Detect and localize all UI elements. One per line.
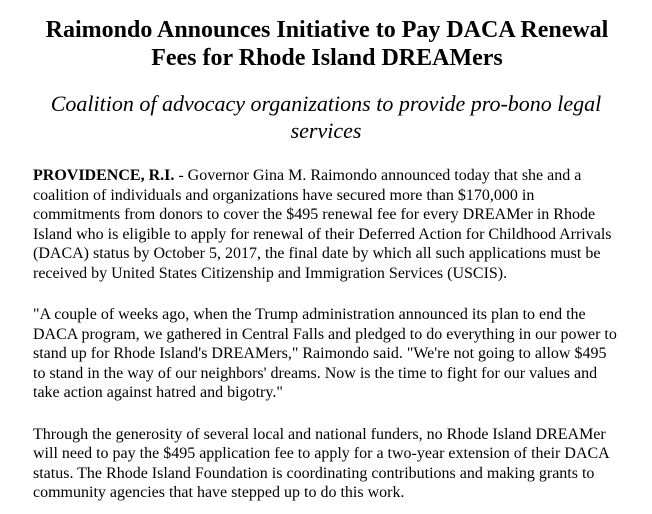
dateline: PROVIDENCE, R.I.	[33, 167, 175, 184]
paragraph-quote: "A couple of weeks ago, when the Trump administration announced its plan to end the DACA program, we gathered in Central Falls and pledged to do everything in our power to stand up for Rhode Island's DREAMers," Raimondo said. "We're not going to allow $495 to stand in the way of our neighbors' dreams. Now is the time to fight for our values and take action against hatred and bigotry."	[33, 306, 617, 401]
paragraph-dateline	[33, 166, 621, 283]
paragraph-funding: Through the generosity of several local and national funders, no Rhode Island DREAMer will need to pay the $495 application fee to apply for a two-year extension of their DACA status. The Rhode Island Foundation is coordinating contributions and making grants to community agencies that have stepped up to do this work.	[33, 425, 609, 501]
page-subtitle: Coalition of advocacy organizations to provide pro-bono legal services	[50, 91, 602, 143]
paragraph-1-text: - Governor Gina M. Raimondo announced today that she and a coalition of individuals and organizations have secured more than $170,000 in commitments from donors to cover the $495 renewal fee for every DREAMer in Rhode Island who is eligible to apply for renewal of their Deferred Action for Childhood Arrivals (DACA) status by October 5, 2017, the final date by which all such applications must be received by United States Citizenship and Immigration Services (USCIS).	[33, 167, 612, 282]
document-body	[33, 166, 621, 503]
page-title: Raimondo Announces Initiative to Pay DACA Renewal Fees for Rhode Island DREAMers	[45, 17, 609, 71]
